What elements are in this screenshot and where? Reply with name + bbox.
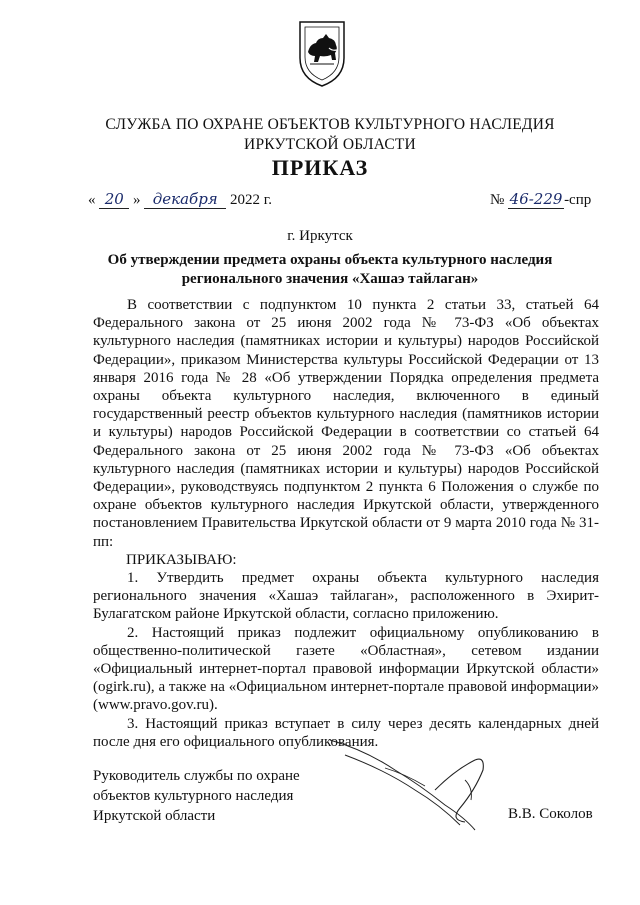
- order-date: [88, 190, 272, 209]
- order-item-3: 3. Настоящий приказ вступает в силу через десять календарных дней после дня его официального опубликования.: [93, 715, 599, 750]
- preamble-paragraph: В соответствии с подпунктом 10 пункта 2 статьи 33, статьей 64 Федерального закона от 25 июня 2002 года № 73-ФЗ «Об объектах культурного наследия (памятниках истории и культуры) народов Российской Федерации», приказом Министерства культуры Российской Федерации от 13 января 2016 года № 28 «Об утверждении Порядка определения предмета охраны объекта культурного наследия, включенного в единый государственный реестр объектов культурного наследия (памятников истории и культуры) народов Российской Федерации в соответствии со статьей 64 Федерального закона от 25 июня 2002 года № 73-ФЗ «Об объектах культурного наследия (памятниках истории и культуры) народов Российской Федерации», руководствуясь подпунктом 2 пункта 6 Положения о службе по охране объектов культурного наследия Иркутской области, утвержденного постановлением Правительства Иркутской области от 9 марта 2010 года № 31-пп:: [93, 297, 599, 550]
- coat-of-arms-icon: [296, 18, 348, 90]
- date-month: декабря: [144, 190, 226, 209]
- agency-name: [60, 115, 600, 155]
- date-day: 20: [99, 190, 129, 209]
- city: г. Иркутск: [287, 228, 353, 244]
- number-suffix: -спр: [564, 192, 592, 208]
- agency-line-1: СЛУЖБА ПО ОХРАНЕ ОБЪЕКТОВ КУЛЬТУРНОГО НАСЛЕДИЯ: [105, 116, 555, 133]
- order-body: [93, 296, 599, 751]
- signatory-name: В.В. Соколов: [508, 806, 593, 822]
- order-subject: [90, 251, 570, 289]
- handwritten-signature-icon: [325, 730, 495, 840]
- signatory-line-3: Иркутской области: [93, 808, 216, 824]
- date-year: 2022 г.: [230, 192, 272, 208]
- signatory-line-1: Руководитель службы по охране: [93, 768, 300, 784]
- number-value: 46-229: [509, 190, 563, 208]
- number-prefix: №: [490, 192, 505, 208]
- date-close-quote: »: [133, 192, 141, 208]
- order-item-2: 2. Настоящий приказ подлежит официальному опубликованию в общественно-политической газете «Областная», сетевом издании «Официальный интернет-портал правовой информации Иркутской области» (ogirk.ru), а также на «Официальном интернет-портале правовой информации» (www.pravo.gov.ru).: [93, 624, 599, 714]
- signatory-position: [93, 766, 300, 826]
- document-type-title: ПРИКАЗ: [271, 155, 369, 180]
- order-item-1: 1. Утвердить предмет охраны объекта культурного наследия регионального значения «Хашаэ тайлаган», расположенного в Эхирит-Булагатском районе Иркутской области, согласно приложению.: [93, 570, 599, 623]
- subject-line-1: Об утверждении предмета охраны объекта культурного наследия: [107, 252, 553, 268]
- order-number: [490, 190, 591, 209]
- signatory-line-2: объектов культурного наследия: [93, 788, 294, 804]
- agency-line-2: ИРКУТСКОЙ ОБЛАСТИ: [244, 136, 416, 153]
- subject-line-2: регионального значения «Хашаэ тайлаган»: [181, 271, 479, 287]
- date-open-quote: «: [88, 192, 96, 208]
- directive-word: ПРИКАЗЫВАЮ:: [126, 551, 237, 568]
